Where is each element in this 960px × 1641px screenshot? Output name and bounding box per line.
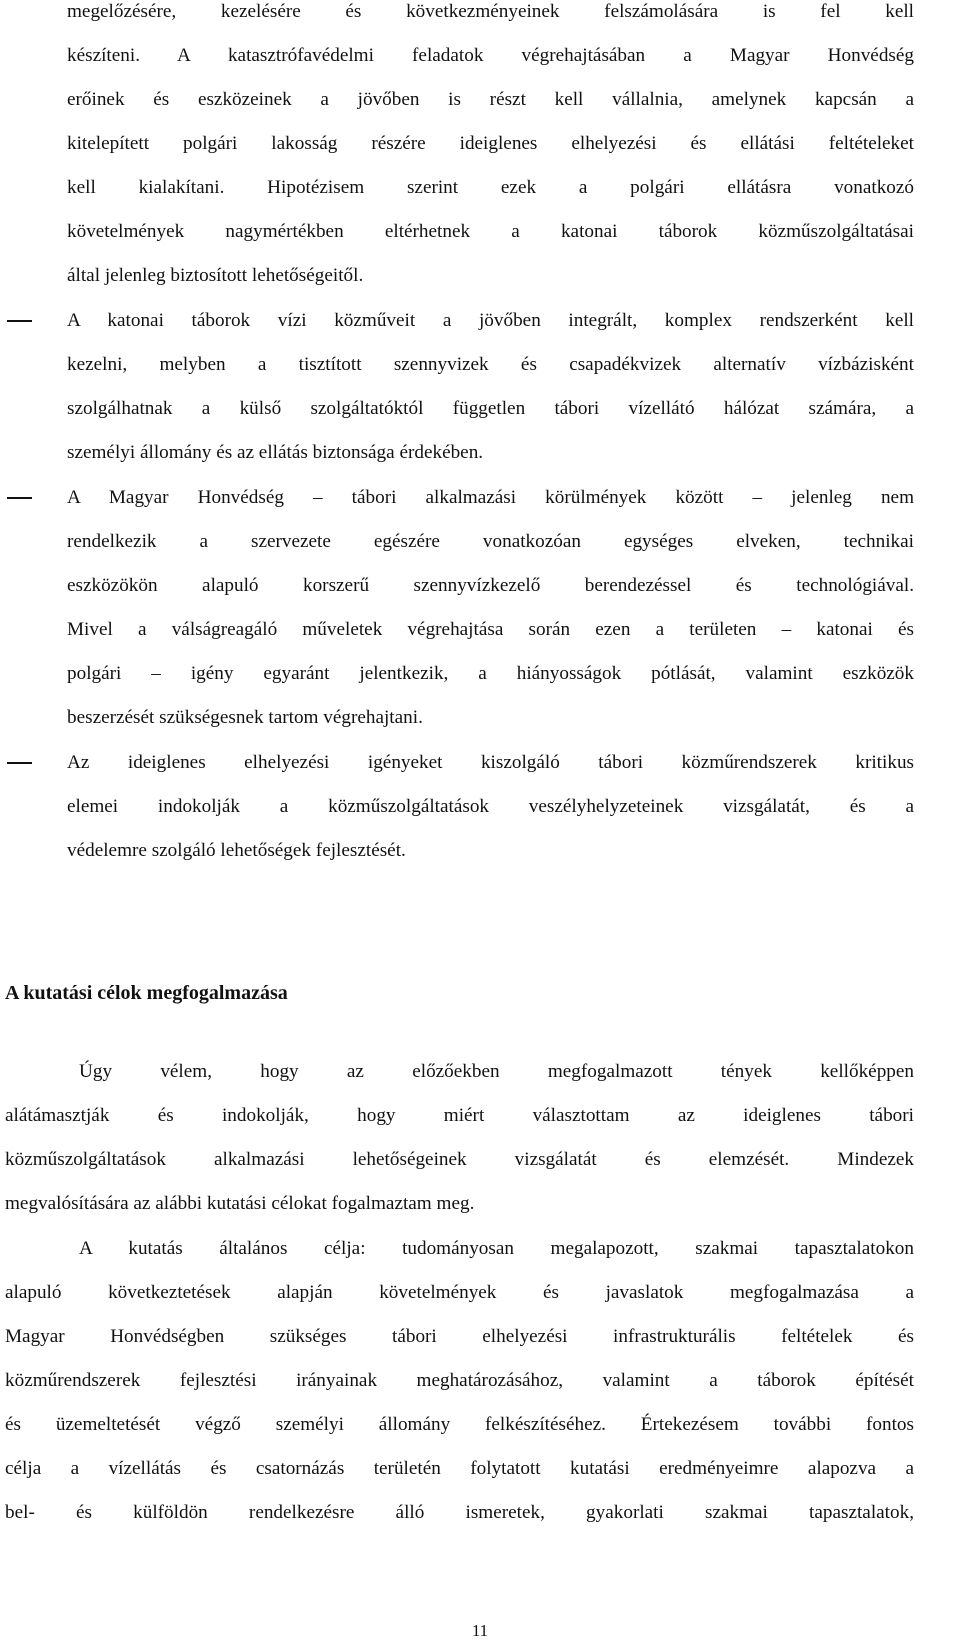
dash-bullet-icon <box>7 320 32 322</box>
bullet-line: személyi állomány és az ellátás biztonsága érdekében. <box>67 442 484 463</box>
bullet-line: rendelkezik a szervezete egészére vonatkozóan egységes elveken, technikai <box>67 531 914 552</box>
paragraph-line: A kutatás általános célja: tudományosan megalapozott, szakmai tapasztalatokon <box>79 1238 914 1259</box>
paragraph-line: alátámasztják és indokolják, hogy miért választottam az ideiglenes tábori <box>5 1105 914 1126</box>
bullet-line: szolgálhatnak a külső szolgáltatóktól független tábori vízellátó hálózat számára, a <box>67 398 914 419</box>
bullet-line: polgári – igény egyaránt jelentkezik, a hiányosságok pótlását, valamint eszközök <box>67 663 914 684</box>
bullet-line: Mivel a válságreagáló műveletek végrehajtása során ezen a területen – katonai és <box>67 619 914 640</box>
bullet-line: A Magyar Honvédség – tábori alkalmazási körülmények között – jelenleg nem <box>67 487 914 508</box>
bullet-line: eszközökön alapuló korszerű szennyvízkezelő berendezéssel és technológiával. <box>67 575 914 596</box>
paragraph-line: követelmények nagymértékben eltérhetnek a katonai táborok közműszolgáltatásai <box>67 221 914 242</box>
section-heading: A kutatási célok megfogalmazása <box>5 982 288 1004</box>
paragraph-line: Úgy vélem, hogy az előzőekben megfogalmazott tények kellőképpen <box>79 1061 914 1082</box>
paragraph-line: erőinek és eszközeinek a jövőben is részt kell vállalnia, amelynek kapcsán a <box>67 89 914 110</box>
paragraph-line: Magyar Honvédségben szükséges tábori elhelyezési infrastrukturális feltételek és <box>5 1326 914 1347</box>
bullet-line: beszerzését szükségesnek tartom végrehajtani. <box>67 707 423 728</box>
paragraph-line: kell kialakítani. Hipotézisem szerint ezek a polgári ellátásra vonatkozó <box>67 177 914 198</box>
dash-bullet-icon <box>7 497 32 499</box>
paragraph-line: alapuló következtetések alapján követelmények és javaslatok megfogalmazása a <box>5 1282 914 1303</box>
bullet-line: kezelni, melyben a tisztított szennyvizek és csapadékvizek alternatív vízbázisként <box>67 354 914 375</box>
bullet-line: Az ideiglenes elhelyezési igényeket kiszolgáló tábori közműrendszerek kritikus <box>67 752 914 773</box>
paragraph-line: megelőzésére, kezelésére és következményeinek felszámolására is fel kell <box>67 1 914 22</box>
bullet-line: védelemre szolgáló lehetőségek fejlesztését. <box>67 840 406 861</box>
paragraph-line: készíteni. A katasztrófavédelmi feladatok végrehajtásában a Magyar Honvédség <box>67 45 914 66</box>
paragraph-line: bel- és külföldön rendelkezésre álló ismeretek, gyakorlati szakmai tapasztalatok, <box>5 1502 914 1523</box>
paragraph-line: célja a vízellátás és csatornázás területén folytatott kutatási eredményeimre alapozva a <box>5 1458 914 1479</box>
paragraph-line: és üzemeltetését végző személyi állomány felkészítéséhez. Értekezésem további fontos <box>5 1414 914 1435</box>
paragraph-line: kitelepített polgári lakosság részére ideiglenes elhelyezési és ellátási feltételeket <box>67 133 914 154</box>
paragraph-line: közműrendszerek fejlesztési irányainak meghatározásához, valamint a táborok építését <box>5 1370 914 1391</box>
dash-bullet-icon <box>7 762 32 764</box>
paragraph-line: megvalósítására az alábbi kutatási célokat fogalmaztam meg. <box>5 1193 475 1214</box>
bullet-line: A katonai táborok vízi közműveit a jövőben integrált, komplex rendszerként kell <box>67 310 914 331</box>
paragraph-line: által jelenleg biztosított lehetőségeitől. <box>67 265 364 286</box>
paragraph-line: közműszolgáltatások alkalmazási lehetőségeinek vizsgálatát és elemzését. Mindezek <box>5 1149 914 1170</box>
bullet-line: elemei indokolják a közműszolgáltatások veszélyhelyzeteinek vizsgálatát, és a <box>67 796 914 817</box>
page-number: 11 <box>471 1621 489 1640</box>
